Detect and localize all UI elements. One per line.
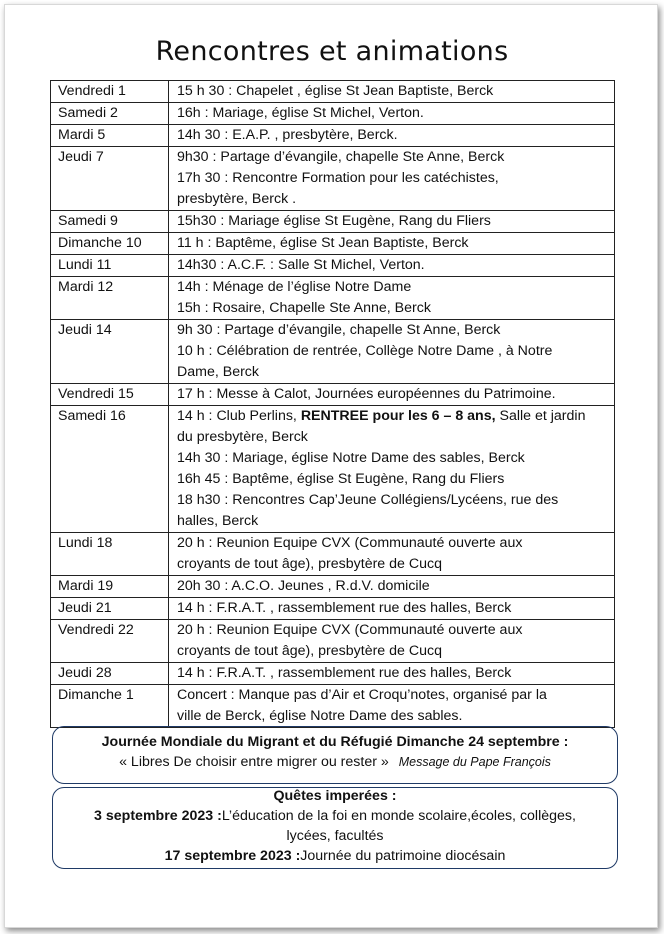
- event-line: 17h 30 : Rencontre Formation pour les catéchistes,: [177, 170, 499, 186]
- collections-box: [52, 787, 618, 869]
- collection-item-1-date: 3 septembre 2023 :: [94, 808, 222, 824]
- schedule-row: [51, 81, 615, 103]
- schedule-row: [51, 620, 615, 663]
- event-line: croyants de tout âge), presbytère de Cucq: [177, 556, 442, 572]
- event-line: 10 h : Célébration de rentrée, Collège Notre Dame , à Notre: [177, 343, 553, 359]
- schedule-events: [169, 533, 615, 576]
- schedule-row: [51, 685, 615, 728]
- schedule-row: [51, 384, 615, 406]
- migrant-day-heading: Journée Mondiale du Migrant et du Réfugié Dimanche 24 septembre :: [101, 734, 569, 750]
- event-line: 14 h : F.R.A.T. , rassemblement rue des halles, Berck: [177, 665, 512, 681]
- schedule-day: Jeudi 14: [51, 320, 169, 384]
- schedule-row: [51, 255, 615, 277]
- event-line: 14h 30 : Mariage, église Notre Dame des sables, Berck: [177, 450, 525, 466]
- schedule-row: [51, 598, 615, 620]
- schedule-events: [169, 320, 615, 384]
- schedule-events: [169, 576, 615, 598]
- schedule-events: [169, 685, 615, 728]
- schedule-row: [51, 147, 615, 211]
- schedule-day: Dimanche 1: [51, 685, 169, 728]
- schedule-events: [169, 255, 615, 277]
- schedule-row: [51, 125, 615, 147]
- event-line: 11 h : Baptême, église St Jean Baptiste, Berck: [177, 235, 469, 251]
- collection-item-1-continued: lycées, facultés: [286, 828, 384, 844]
- event-line: 16h 45 : Baptême, église St Eugène, Rang du Fliers: [177, 471, 505, 487]
- schedule-events: [169, 211, 615, 233]
- event-line: 15h30 : Mariage église St Eugène, Rang du Fliers: [177, 213, 491, 229]
- event-line: 16h : Mariage, église St Michel, Verton.: [177, 105, 424, 121]
- schedule-day: Samedi 2: [51, 103, 169, 125]
- schedule-events: [169, 147, 615, 211]
- event-line: 15 h 30 : Chapelet , église St Jean Baptiste, Berck: [177, 83, 494, 99]
- schedule-events: [169, 406, 615, 533]
- event-text: 14 h : Club Perlins,: [177, 408, 301, 424]
- schedule-day: Samedi 16: [51, 406, 169, 533]
- migrant-day-message: Message du Pape François: [398, 755, 551, 769]
- event-line: 20 h : Reunion Equipe CVX (Communauté ouverte aux: [177, 535, 523, 551]
- schedule-day: Vendredi 22: [51, 620, 169, 663]
- event-line: 14h : Ménage de l’église Notre Dame: [177, 279, 412, 295]
- schedule-day: Mardi 19: [51, 576, 169, 598]
- schedule-events: [169, 620, 615, 663]
- migrant-day-quote-line: [53, 752, 617, 772]
- event-line: croyants de tout âge), presbytère de Cucq: [177, 643, 442, 659]
- schedule-row: [51, 320, 615, 384]
- schedule-day: Lundi 11: [51, 255, 169, 277]
- schedule-day: Lundi 18: [51, 533, 169, 576]
- schedule-events: [169, 663, 615, 685]
- migrant-day-quote: « Libres De choisir entre migrer ou rester »: [119, 754, 389, 770]
- schedule-row: [51, 103, 615, 125]
- event-line: 15h : Rosaire, Chapelle Ste Anne, Berck: [177, 300, 431, 316]
- schedule-day: Jeudi 7: [51, 147, 169, 211]
- schedule-events: [169, 81, 615, 103]
- collection-item-1: [53, 806, 617, 826]
- schedule-table: [50, 80, 615, 728]
- collections-title: Quêtes imperées :: [273, 788, 397, 804]
- event-line: 14h30 : A.C.F. : Salle St Michel, Verton.: [177, 257, 425, 273]
- schedule-events: [169, 125, 615, 147]
- schedule-day: Jeudi 28: [51, 663, 169, 685]
- event-line: Dame, Berck: [177, 364, 259, 380]
- schedule-events: [169, 103, 615, 125]
- schedule-row: [51, 663, 615, 685]
- event-line: 20h 30 : A.C.O. Jeunes , R.d.V. domicile: [177, 578, 430, 594]
- schedule-events: [169, 233, 615, 255]
- event-line: [177, 406, 608, 427]
- schedule-row: [51, 211, 615, 233]
- schedule-row: [51, 233, 615, 255]
- migrant-day-box: [52, 726, 618, 784]
- schedule-events: [169, 384, 615, 406]
- event-line: 18 h30 : Rencontres Cap’Jeune Collégiens/Lycéens, rue des: [177, 492, 559, 508]
- event-line: 14 h : F.R.A.T. , rassemblement rue des halles, Berck: [177, 600, 512, 616]
- event-line: 9h30 : Partage d’évangile, chapelle Ste Anne, Berck: [177, 149, 505, 165]
- schedule-day: Mardi 12: [51, 277, 169, 320]
- schedule-day: Jeudi 21: [51, 598, 169, 620]
- event-line: du presbytère, Berck: [177, 429, 308, 445]
- schedule-row: [51, 406, 615, 533]
- event-line: 17 h : Messe à Calot, Journées européennes du Patrimoine.: [177, 386, 556, 402]
- schedule-events: [169, 277, 615, 320]
- collection-item-2: [53, 846, 617, 866]
- schedule-day: Samedi 9: [51, 211, 169, 233]
- event-line: presbytère, Berck .: [177, 191, 297, 207]
- collection-item-2-text: Journée du patrimoine diocésain: [300, 848, 506, 864]
- event-text: Salle et jardin: [495, 408, 586, 424]
- collection-item-1-text: L’éducation de la foi en monde scolaire,écoles, collèges,: [221, 808, 576, 824]
- event-line: 9h 30 : Partage d’évangile, chapelle St Anne, Berck: [177, 322, 501, 338]
- schedule-row: [51, 277, 615, 320]
- schedule-day: Vendredi 15: [51, 384, 169, 406]
- event-line: 14h 30 : E.A.P. , presbytère, Berck.: [177, 127, 398, 143]
- page-title: Rencontres et animations: [155, 36, 509, 67]
- event-line: ville de Berck, église Notre Dame des sables.: [177, 708, 463, 724]
- collection-item-2-date: 17 septembre 2023 :: [164, 848, 301, 864]
- schedule-events: [169, 598, 615, 620]
- event-line: Concert : Manque pas d’Air et Croqu’notes, organisé par la: [177, 687, 547, 703]
- schedule-day: Mardi 5: [51, 125, 169, 147]
- schedule-day: Vendredi 1: [51, 81, 169, 103]
- event-highlight: RENTREE pour les 6 – 8 ans,: [300, 408, 496, 424]
- event-line: 20 h : Reunion Equipe CVX (Communauté ouverte aux: [177, 622, 523, 638]
- schedule-row: [51, 533, 615, 576]
- schedule-row: [51, 576, 615, 598]
- event-line: halles, Berck: [177, 513, 259, 529]
- schedule-day: Dimanche 10: [51, 233, 169, 255]
